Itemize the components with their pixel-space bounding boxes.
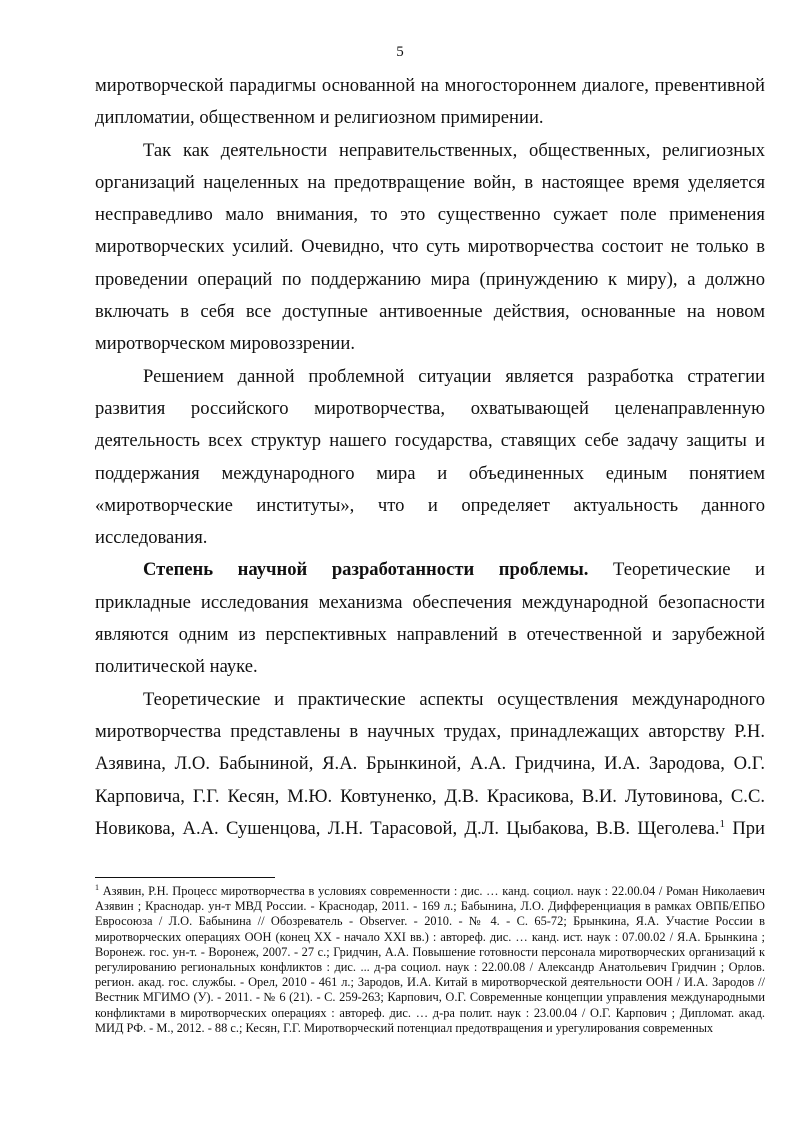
paragraph-5 — [95, 684, 765, 845]
paragraph-2: Так как деятельности неправительственных, общественных, религиозных организаций нацеленных на предотвращение войн, в настоящее время уделяется несправедливо мало внимания, то это существенно сужает поле применения миротворческих усилий. Очевидно, что суть миротворчества состоит не только в проведении операций по поддержанию мира (принуждению к миру), а должно включать в себя все доступные антивоенные действия, основанные на новом миротворческом мировоззрении. — [95, 139, 765, 355]
paragraph-3: Решением данной проблемной ситуации является разработка стратегии развития российского миротворчества, охватывающей целенаправленную деятельность всех структур нашего государства, ставящих себе задачу защиты и поддержания международного мира и объединенных единым понятием «миротворческие институты», что и определяет актуальность данного исследования. — [95, 365, 765, 549]
footnote-ref[interactable]: 1 — [719, 817, 726, 830]
paragraph-5-trailing: При — [725, 817, 765, 839]
body-text — [95, 70, 765, 845]
section-heading: Степень научной разработанности проблемы. — [143, 559, 589, 581]
footnote-marker: 1 — [95, 882, 99, 892]
paragraph-5-text: Теоретические и практические аспекты осуществления международного миротворчества представлены в научных трудах, принадлежащих авторству Р.Н. Азявина, Л.О. Бабыниной, Я.А. Брынкиной, А.А. Гридчина, И.А. Зародова, О.Г. Карповича, Г.Г. Кесян, М.Ю. Ковтуненко, Д.В. Красикова, В.И. Лутовинова, С.С. Новикова, А.А. Сушенцова, Л.Н. Тарасовой, Д.Л. Цыбакова, В.В. Щеголева. — [95, 688, 765, 839]
paragraph-1: миротворческой парадигмы основанной на многостороннем диалоге, превентивной дипломатии, общественном и религиозном примирении. — [95, 75, 765, 129]
paragraph-4-text: Теоретические и прикладные исследования механизма обеспечения международной безопасности являются одним из перспективных направлений в отечественной и зарубежной политической науке. — [95, 559, 765, 678]
page-number: 5 — [396, 44, 404, 60]
footnote-separator — [95, 877, 275, 878]
footnote-text: Азявин, Р.Н. Процесс миротворчества в условиях современности : дис. … канд. социол. наук : 22.00.04 / Роман Николаевич Азявин ; Краснодар. ун-т МВД России. - Краснодар, 2011. - 169 л.; Бабынина, Л.О. Дифференциация в рамках ОВПБ/ЕПБО Евросоюза / Л.О. Бабынина // Обозреватель - Observer. - 2010. - № 4. - С. 65-72; Брынкина, Я.А. Участие России в миротворческих операциях ООН (конец XX - начало XXI вв.) : автореф. дис. … канд. ист. наук : 07.00.02 / Я.А. Брынкина ; Воронеж. гос. ун-т. - Воронеж, 2007. - 27 с.; Гридчин, А.А. Повышение готовности персонала миротворческих организаций к регулированию региональных конфликтов : дис. ... д-ра социол. наук : 22.00.08 / Александр Анатольевич Гридчин ; Орлов. регион. акад. гос. службы. - Орел, 2010 - 461 л.; Зародов, И.А. Китай в миротворческой деятельности ООН / И.А. Зародов // Вестник МГИМО (У). - 2011. - № 6 (21). - С. 259-263; Карпович, О.Г. Современные концепции управления международными конфликтами в миротворческих операциях : автореф. дис. … д-ра полит. наук : 23.00.04 / О.Г. Карпович ; Дипломат. акад. МИД РФ. - М., 2012. - 88 с.; Кесян, Г.Г. Миротворческий потенциал предотвращения и урегулирования современных — [95, 884, 765, 1035]
paragraph-4 — [95, 554, 765, 683]
footnote — [95, 884, 765, 1036]
